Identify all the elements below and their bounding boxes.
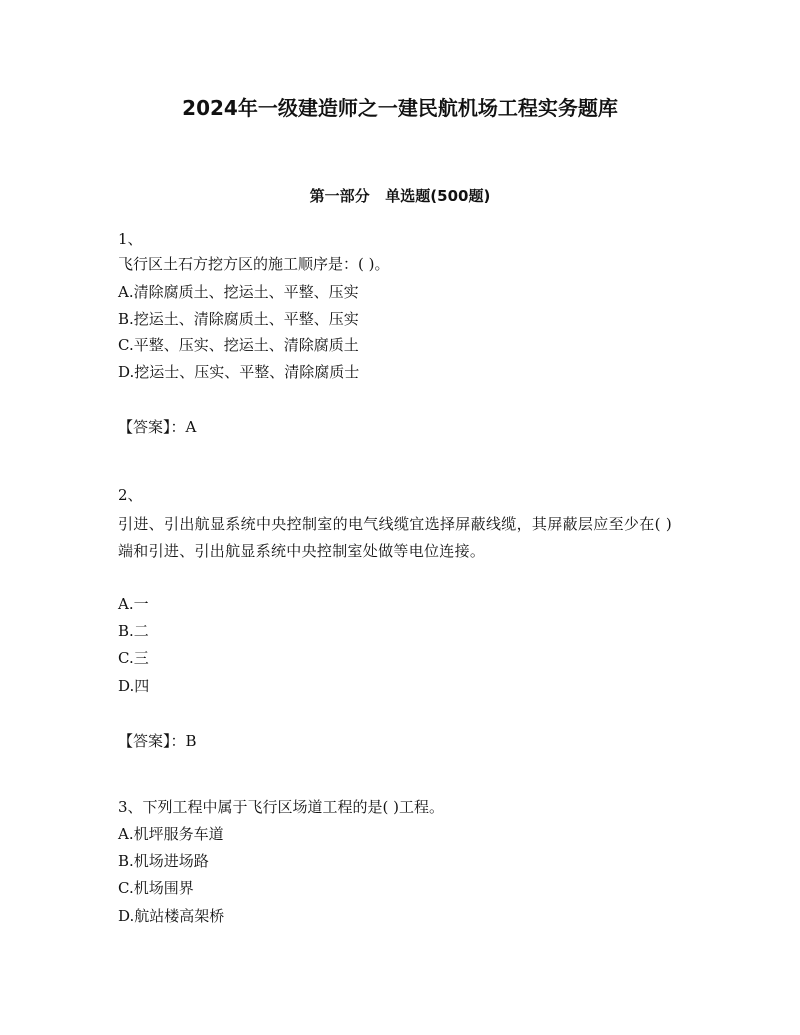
question-stem: 引进、引出航显系统中央控制室的电气线缆宜选择屏蔽线缆，其屏蔽层应至少在( )端和引进、引出航显系统中央控制室处做等电位连接。 <box>118 515 672 560</box>
option-a: A.机坪服务车道 <box>118 825 224 843</box>
option-b: B.二 <box>118 622 149 640</box>
section-heading: 第一部分 单选题(500题) <box>309 187 491 205</box>
answer-label: 【答案】：B <box>118 732 197 750</box>
option-b: B.机场进场路 <box>118 852 209 870</box>
option-d: D.挖运士、压实、平整、清除腐质士 <box>118 363 360 381</box>
option-a: A.一 <box>118 595 149 613</box>
option-d: D.航站楼高架桥 <box>118 907 225 925</box>
question-number: 1、 <box>118 230 143 248</box>
option-c: C.机场围界 <box>118 879 194 897</box>
document-title: 2024年一级建造师之一建民航机场工程实务题库 <box>182 96 618 120</box>
option-b: B.挖运土、清除腐质土、平整、压实 <box>118 310 359 328</box>
question-stem: 3、下列工程中属于飞行区场道工程的是( )工程。 <box>118 798 445 816</box>
option-c: C.三 <box>118 649 149 667</box>
answer-label: 【答案】：A <box>118 418 197 436</box>
option-d: D.四 <box>118 677 150 695</box>
question-number: 2、 <box>118 486 143 504</box>
option-a: A.清除腐质土、挖运土、平整、压实 <box>118 283 359 301</box>
question-stem: 飞行区土石方挖方区的施工顺序是：( )。 <box>118 255 390 273</box>
option-c: C.平整、压实、挖运土、清除腐质土 <box>118 336 359 354</box>
